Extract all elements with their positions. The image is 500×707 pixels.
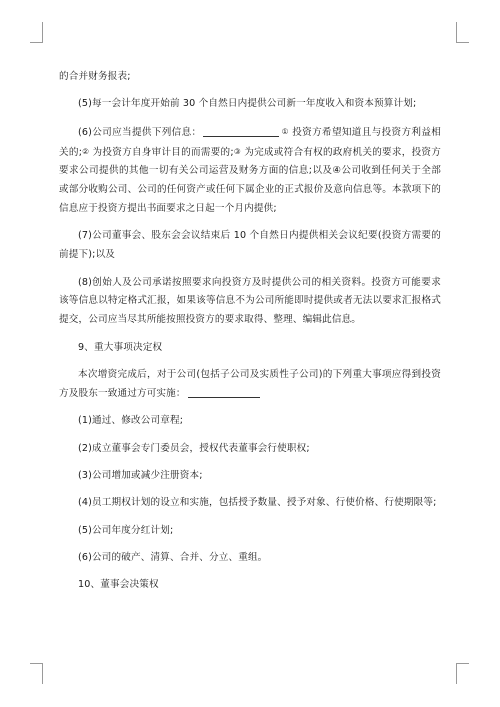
paragraph-major-matters bbox=[59, 366, 441, 404]
crop-mark-top-right bbox=[456, 22, 469, 43]
paragraph-item-5: (5)每一会计年度开始前 30 个自然日内提供公司新一年度收入和资本预算计划; bbox=[78, 98, 417, 110]
list-item-1: (1)通过、修改公司章程; bbox=[78, 415, 184, 427]
circled-marker-1: ① bbox=[281, 126, 289, 136]
paragraph-continuation: 的合并财务报表; bbox=[59, 71, 131, 82]
major-matters-text: 本次增资完成后，对于公司(包括子公司及实质性子公司)的下列重大事项应得到投资方及股东一致通过方可实施： bbox=[59, 368, 441, 399]
paragraph-item-7: (7)公司董事会、股东会会议结束后 10 个自然日内提供相关会议纪要(投资方需要的前提下);以及 bbox=[59, 230, 441, 261]
list-item-6: (6)公司的破产、清算、合并、分立、重组。 bbox=[78, 552, 268, 564]
crop-mark-top-left bbox=[30, 22, 43, 43]
list-item-3: (3)公司增加或减少注册资本; bbox=[78, 469, 203, 481]
fill-in-blank bbox=[188, 386, 260, 398]
list-item-5: (5)公司年度分红计划; bbox=[78, 524, 174, 536]
item-6-part-3: 为完成或符合有权的政府机关的要求，投资方要求公司提供的其他一切有关公司运营及财务方面的信息;以及④公司收到任何关于全部或部分收购公司、公司的任何资产或任何下属企业的正式报价及意向信息等。本款项下的信息应于投资方提出书面要求之日起一个月内提供; bbox=[59, 146, 442, 214]
fill-in-blank bbox=[203, 125, 279, 137]
item-6-part-2: 为投资方自身审计目的而需要的; bbox=[89, 146, 234, 158]
paragraph-item-8: (8)创始人及公司承诺按照要求向投资方及时提供公司的相关资料。投资方可能要求该等信息以特定格式汇报，如果该等信息不为公司所能即时提供或者无法以要求汇报格式提交，公司应当尽其所能按照投资方的要求取得、整理、编辑此信息。 bbox=[59, 276, 441, 326]
item-6-part-1: 投资方希望知道且与投资方利益相关的; bbox=[59, 126, 441, 158]
document-body bbox=[59, 68, 441, 604]
list-item-4: (4)员工期权计划的设立和实施，包括授予数量、授予对象、行使价格、行使期限等; bbox=[78, 497, 437, 509]
circled-marker-3: ③ bbox=[233, 146, 241, 156]
paragraph-item-6 bbox=[59, 123, 441, 219]
circled-marker-2: ② bbox=[82, 146, 90, 156]
crop-mark-bottom-left bbox=[30, 663, 43, 684]
list-item-2: (2)成立董事会专门委员会，授权代表董事会行使职权; bbox=[78, 442, 310, 454]
crop-mark-bottom-right bbox=[456, 663, 469, 684]
section-heading-9: 9、重大事项决定权 bbox=[78, 341, 163, 353]
item-6-lead: (6)公司应当提供下列信息： bbox=[78, 126, 202, 138]
section-heading-10: 10、董事会决策权 bbox=[78, 579, 159, 591]
